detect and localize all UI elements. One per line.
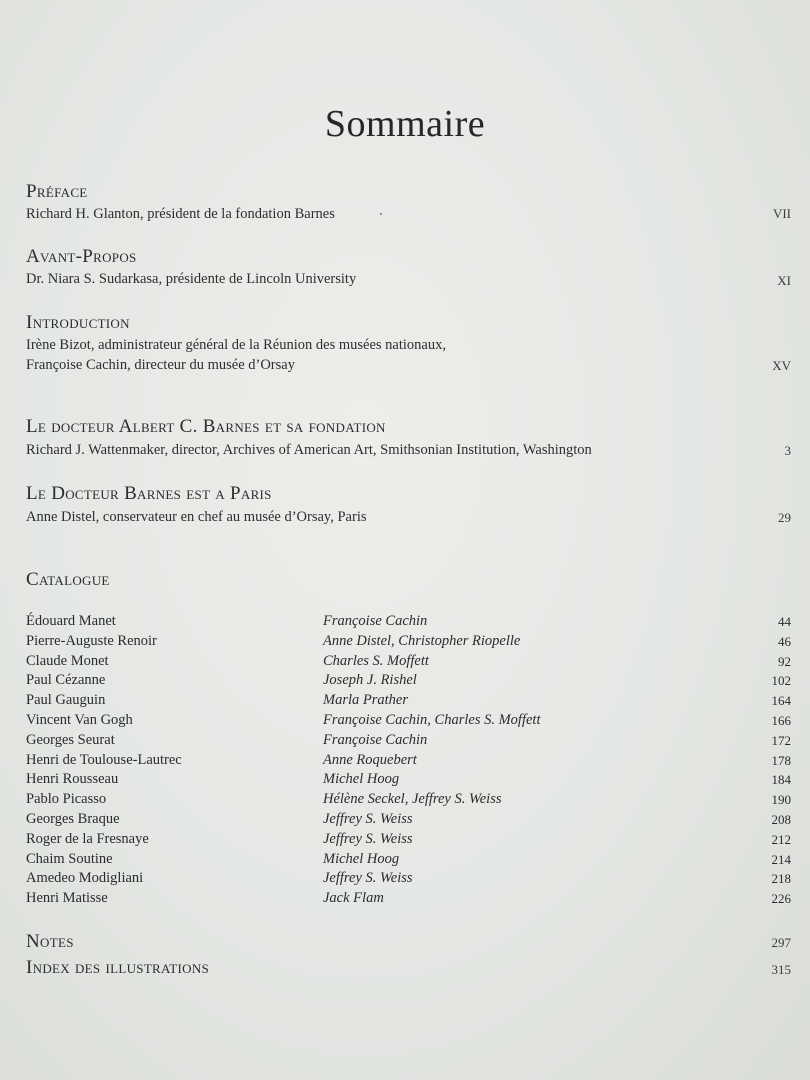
- catalogue-entry: [0, 870, 810, 890]
- section-heading-avant-propos: Avant-Propos: [26, 246, 137, 267]
- catalogue-author: Françoise Cachin: [323, 613, 428, 629]
- catalogue-author: Jeffrey S. Weiss: [323, 870, 413, 887]
- catalogue-artist: Pablo Picasso: [26, 791, 107, 808]
- catalogue-author: Jeffrey S. Weiss: [323, 830, 413, 847]
- catalogue-entry: [0, 712, 810, 732]
- catalogue-author: Anne Roquebert: [323, 751, 417, 768]
- catalogue-author: Françoise Cachin, Charles S. Moffett: [323, 712, 541, 728]
- section-author-barnes-fondation: Richard J. Wattenmaker, director, Archives of American Art, Smithsonian Institution, Washington: [26, 442, 592, 458]
- catalogue-author: Michel Hoog: [323, 850, 400, 867]
- catalogue-entry: [0, 732, 810, 752]
- catalogue-author: Jeffrey S. Weiss: [323, 811, 413, 827]
- catalogue-artist: Henri Rousseau: [26, 771, 119, 788]
- section-heading-introduction: Introduction: [26, 312, 130, 333]
- section-author-preface: Richard H. Glanton, président de la fondation Barnes: [26, 206, 335, 222]
- catalogue-artist: Roger de la Fresnaye: [26, 830, 149, 847]
- section-heading-barnes-paris: Le Docteur Barnes est a Paris: [26, 483, 272, 504]
- catalogue-entry: [0, 831, 810, 851]
- index-heading: Index des illustrations: [26, 957, 210, 978]
- catalogue-entry: [0, 633, 810, 653]
- catalogue-artist: Édouard Manet: [26, 613, 116, 629]
- section-author-avant-propos: Dr. Niara S. Sudarkasa, présidente de Lincoln University: [26, 271, 357, 287]
- catalogue-page-number: 212: [771, 831, 791, 847]
- stray-dot: [380, 213, 382, 215]
- catalogue-author: Joseph J. Rishel: [323, 672, 417, 689]
- catalogue-author: Hélène Seckel, Jeffrey S. Weiss: [323, 791, 502, 808]
- catalogue-artist: Pierre-Auguste Renoir: [26, 632, 157, 649]
- catalogue-author: Françoise Cachin: [323, 731, 428, 748]
- catalogue-author: Marla Prather: [323, 692, 408, 709]
- catalogue-page-number: 164: [771, 693, 791, 709]
- catalogue-page-number: 178: [771, 752, 791, 768]
- catalogue-page-number: 92: [778, 653, 791, 669]
- catalogue-heading: Catalogue: [26, 569, 110, 590]
- catalogue-page-number: 102: [771, 673, 791, 689]
- page-title: Sommaire: [324, 103, 486, 145]
- catalogue-artist: Chaim Soutine: [26, 850, 113, 867]
- catalogue-entry: [0, 851, 810, 871]
- section-heading-preface: Préface: [26, 181, 88, 202]
- catalogue-artist: Georges Braque: [26, 811, 120, 827]
- catalogue-artist: Amedeo Modigliani: [26, 870, 144, 887]
- catalogue-author: Anne Distel, Christopher Riopelle: [323, 632, 521, 649]
- catalogue-page-number: 214: [771, 851, 791, 867]
- section-page-barnes-fondation: 3: [784, 443, 791, 458]
- catalogue-artist: Paul Gauguin: [26, 692, 106, 709]
- section-author-introduction-2: Françoise Cachin, directeur du musée d’Orsay: [26, 357, 295, 373]
- notes-page: 297: [771, 935, 791, 950]
- catalogue-page-number: 190: [771, 792, 791, 808]
- catalogue-artist: Claude Monet: [26, 652, 109, 669]
- catalogue-page-number: 46: [778, 633, 791, 649]
- catalogue-artist: Henri de Toulouse-Lautrec: [26, 751, 182, 768]
- catalogue-entry: [0, 613, 810, 633]
- section-page-introduction: XV: [772, 358, 791, 373]
- catalogue-page-number: 166: [771, 713, 791, 728]
- catalogue-author: Jack Flam: [323, 890, 384, 907]
- catalogue-page-number: 184: [771, 772, 791, 788]
- index-page: 315: [771, 962, 791, 977]
- catalogue-entry: [0, 791, 810, 811]
- catalogue-entry: [0, 653, 810, 673]
- catalogue-author: Charles S. Moffett: [323, 652, 429, 669]
- catalogue-author: Michel Hoog: [323, 771, 400, 788]
- catalogue-entry: [0, 771, 810, 791]
- catalogue-entry: [0, 692, 810, 712]
- section-author-introduction-1: Irène Bizot, administrateur général de la Réunion des musées nationaux,: [26, 337, 446, 353]
- catalogue-artist: Georges Seurat: [26, 731, 115, 748]
- catalogue-artist: Henri Matisse: [26, 890, 108, 907]
- catalogue-entry: [0, 811, 810, 831]
- catalogue-entry: [0, 890, 810, 910]
- section-page-barnes-paris: 29: [778, 510, 791, 525]
- section-page-preface: VII: [772, 206, 791, 221]
- catalogue-page-number: 218: [771, 871, 791, 887]
- section-page-avant-propos: XI: [777, 273, 791, 288]
- catalogue-page-number: 172: [771, 732, 791, 748]
- catalogue-artist: Paul Cézanne: [26, 672, 106, 689]
- catalogue-artist: Vincent Van Gogh: [26, 712, 133, 728]
- section-author-barnes-paris: Anne Distel, conservateur en chef au musée d’Orsay, Paris: [26, 509, 367, 525]
- section-heading-barnes-fondation: Le docteur Albert C. Barnes et sa fondation: [26, 416, 386, 437]
- catalogue-page-number: 226: [771, 891, 791, 907]
- catalogue-page-number: 208: [771, 812, 791, 827]
- notes-heading: Notes: [26, 931, 74, 952]
- catalogue-entry: [0, 752, 810, 772]
- catalogue-entry: [0, 672, 810, 692]
- catalogue-page-number: 44: [778, 614, 791, 629]
